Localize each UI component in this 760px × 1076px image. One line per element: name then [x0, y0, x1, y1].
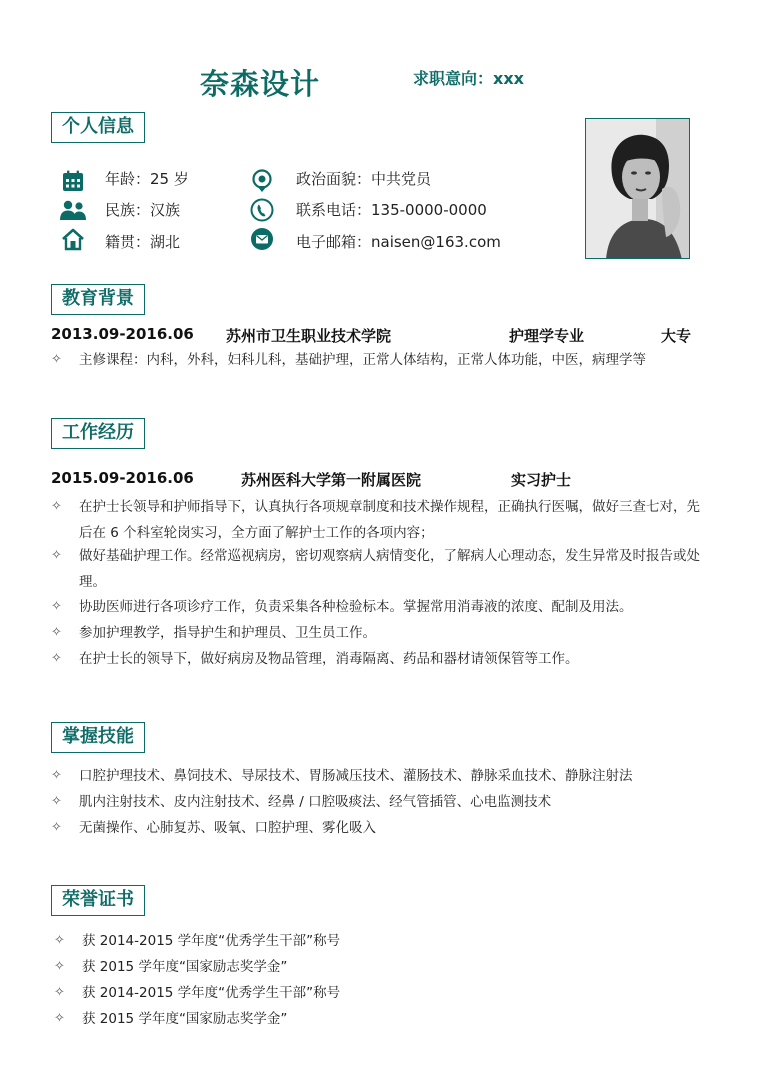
info-hometown: 籍贯：湖北 — [105, 233, 181, 251]
work-item — [51, 620, 711, 646]
work-item — [51, 594, 711, 620]
bullet-icon: ✧ — [54, 933, 65, 948]
honor-item — [54, 954, 714, 980]
education-school: 苏州市卫生职业技术学院 — [226, 327, 392, 345]
bullet-icon: ✧ — [54, 1011, 65, 1026]
education-courses — [51, 347, 711, 373]
skill-item-text: 无菌操作、心肺复苏、吸氧、口腔护理、雾化吸入 — [79, 820, 376, 836]
education-courses-text: 主修课程：内科，外科，妇科儿科，基础护理，正常人体结构，正常人体功能，中医，病理学等 — [79, 352, 646, 368]
info-politics: 政治面貌：中共党员 — [296, 170, 432, 188]
section-title-education: 教育背景 — [51, 284, 145, 315]
bullet-icon: ✧ — [51, 499, 62, 514]
honor-item — [54, 928, 714, 954]
bullet-icon: ✧ — [54, 985, 65, 1000]
portrait-image — [586, 119, 690, 259]
bullet-icon: ✧ — [54, 959, 65, 974]
work-item-text: 参加护理教学，指导护生和护理员、卫生员工作。 — [79, 625, 376, 641]
email-icon — [250, 227, 274, 251]
honor-item — [54, 1006, 714, 1032]
resume-name: 奈森设计 — [200, 67, 321, 101]
section-title-work: 工作经历 — [51, 418, 145, 449]
people-icon — [59, 198, 87, 222]
education-major: 护理学专业 — [509, 327, 585, 345]
bullet-icon: ✧ — [51, 548, 62, 563]
bullet-icon: ✧ — [51, 625, 62, 640]
skill-item — [51, 789, 711, 815]
bullet-icon: ✧ — [51, 651, 62, 666]
bullet-icon: ✧ — [51, 794, 62, 809]
work-item — [51, 494, 711, 546]
honor-item-text: 获 2014-2015 学年度“优秀学生干部”称号 — [82, 985, 341, 1001]
work-role: 实习护士 — [511, 471, 572, 489]
honor-item-text: 获 2015 学年度“国家励志奖学金” — [82, 1011, 288, 1027]
job-intent: 求职意向：xxx — [413, 69, 524, 88]
bullet-icon: ✧ — [51, 768, 62, 783]
honor-item — [54, 980, 714, 1006]
bullet-icon: ✧ — [51, 820, 62, 835]
bullet-icon: ✧ — [51, 352, 62, 367]
education-period: 2013.09-2016.06 — [51, 325, 194, 343]
honor-item-text: 获 2015 学年度“国家励志奖学金” — [82, 959, 288, 975]
education-degree: 大专 — [661, 327, 692, 345]
profile-photo — [585, 118, 690, 259]
work-item — [51, 543, 711, 595]
skill-item — [51, 815, 711, 841]
home-icon — [61, 227, 85, 251]
work-item — [51, 646, 711, 672]
info-ethnicity: 民族：汉族 — [105, 201, 181, 219]
section-title-honors: 荣誉证书 — [51, 885, 145, 916]
section-title-skills: 掌握技能 — [51, 722, 145, 753]
skill-item-text: 口腔护理技术、鼻饲技术、导尿技术、胃肠减压技术、灌肠技术、静脉采血技术、静脉注射法 — [79, 768, 633, 784]
bullet-icon: ✧ — [51, 599, 62, 614]
work-item-text: 协助医师进行各项诊疗工作，负责采集各种检验标本。掌握常用消毒液的浓度、配制及用法。 — [79, 599, 633, 615]
info-email: 电子邮箱：naisen@163.com — [296, 233, 501, 251]
calendar-icon — [61, 169, 85, 193]
skill-item — [51, 763, 711, 789]
work-item-text: 在护士长的领导下，做好病房及物品管理，消毒隔离、药品和器材请领保管等工作。 — [79, 651, 579, 667]
phone-icon — [250, 198, 274, 222]
info-age: 年龄：25 岁 — [105, 170, 189, 188]
skill-item-text: 肌内注射技术、皮内注射技术、经鼻 / 口腔吸痰法、经气管插管、心电监测技术 — [79, 794, 552, 810]
location-icon — [250, 169, 274, 193]
work-org: 苏州医科大学第一附属医院 — [241, 471, 422, 489]
work-item-text: 在护士长领导和护师指导下，认真执行各项规章制度和技术操作规程，正确执行医嘱，做好三查七对，先后在 6 个科室轮岗实习，全方面了解护士工作的各项内容； — [79, 499, 700, 541]
info-phone: 联系电话：135-0000-0000 — [296, 201, 487, 219]
work-item-text: 做好基础护理工作。经常巡视病房，密切观察病人病情变化，了解病人心理动态，发生异常及时报告或处理。 — [79, 548, 700, 590]
honor-item-text: 获 2014-2015 学年度“优秀学生干部”称号 — [82, 933, 341, 949]
work-period: 2015.09-2016.06 — [51, 469, 194, 487]
section-title-personal: 个人信息 — [51, 112, 145, 143]
